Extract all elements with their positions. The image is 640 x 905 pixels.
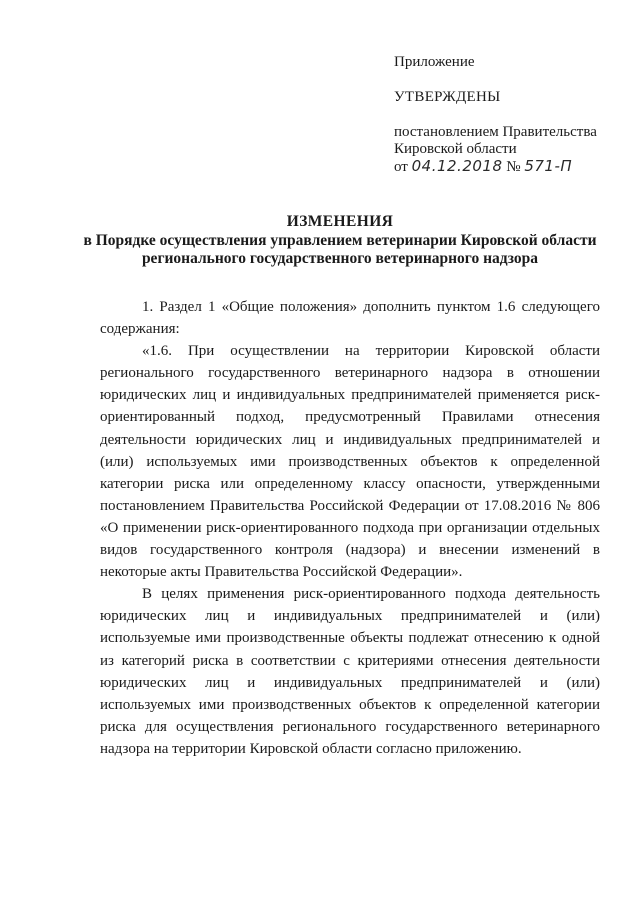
handwritten-number: 571-П	[524, 157, 573, 175]
decree-date-line	[394, 158, 624, 176]
paragraph-1: 1. Раздел 1 «Общие положения» дополнить пунктом 1.6 следующего содержания:	[100, 299, 600, 338]
document-subtitle-line-2: регионального государственного ветеринарного надзора	[141, 250, 539, 267]
decree-line-1: постановлением Правительства	[394, 124, 597, 140]
handwritten-date: 04.12.2018	[411, 157, 503, 175]
date-prefix: от	[394, 159, 408, 175]
approval-block	[394, 54, 624, 176]
number-prefix: №	[506, 159, 521, 175]
document-subtitle-line-1: в Порядке осуществления управлением ветеринарии Кировской области	[83, 231, 597, 249]
document-title-block	[60, 213, 620, 269]
appendix-label: Приложение	[394, 54, 475, 70]
document-title: ИЗМЕНЕНИЯ	[286, 213, 394, 230]
paragraph-2: «1.6. При осуществлении на территории Кировской области регионального государственного ветеринарного надзора в отношении юридических лиц и индивидуальных предпринимателей применяется риск-ориентированный подход, предусмотренный Правилами отнесения деятельности юридических лиц и индивидуальных предпринимателей и (или) используемых ими производственных объектов к определенной категории риска или определенному классу опасности, утвержденными постановлением Правительства Российской Федерации от 17.08.2016 № 806 «О применении риск-ориентированного подхода при организации отдельных видов государственного контроля (надзора) и внесении изменений в некоторые акты Правительства Российской Федерации».	[100, 343, 600, 581]
document-body	[100, 296, 600, 760]
approved-label: УТВЕРЖДЕНЫ	[394, 89, 501, 105]
paragraph-3: В целях применения риск-ориентированного подхода деятельность юридических лиц и индивидуальных предпринимателей и (или) используемые ими производственные объекты подлежат отнесению к одной из категорий риска в соответствии с критериями отнесения деятельности юридических лиц и индивидуальных предпринимателей и (или) используемых ими производственных объектов к определенной категории риска для осуществления регионального государственного ветеринарного надзора на территории Кировской области согласно приложению.	[100, 586, 600, 757]
decree-line-2: Кировской области	[394, 141, 517, 157]
